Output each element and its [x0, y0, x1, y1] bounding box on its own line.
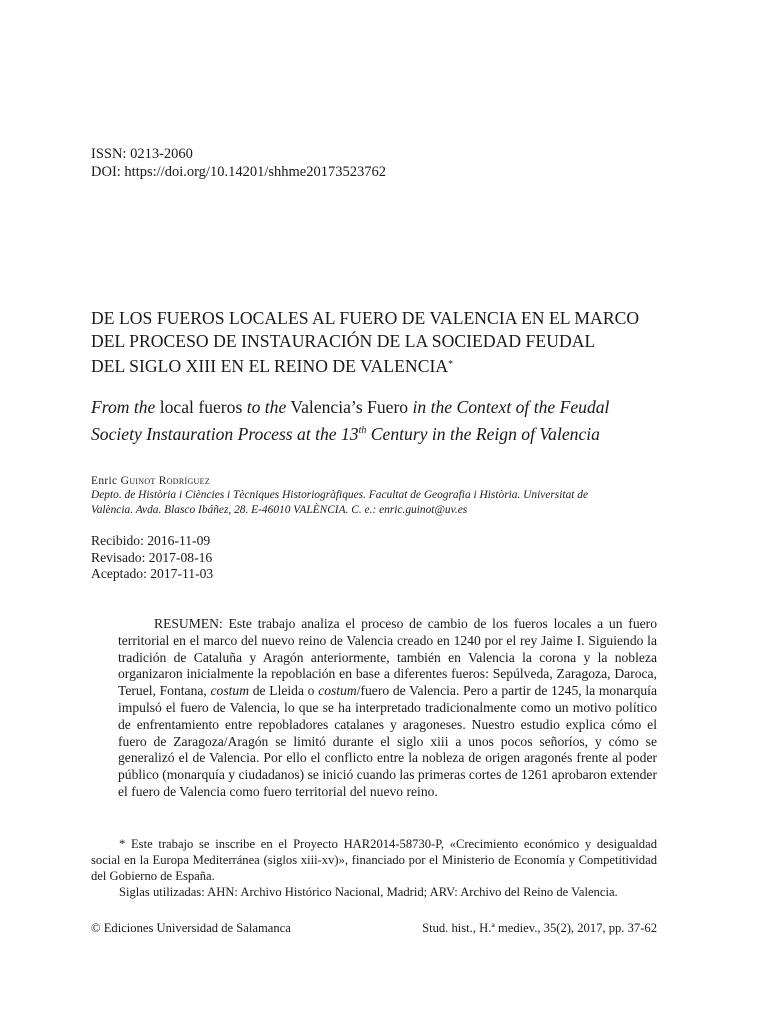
- english-title: [91, 396, 657, 446]
- footnote: [91, 836, 657, 900]
- article-identifiers: [91, 145, 657, 181]
- en-title-part: Society Instauration Process at the 13: [91, 423, 359, 444]
- en-title-part: Valencia’s Fuero: [286, 397, 413, 417]
- footnote-project: * Este trabajo se inscribe en el Proyecto HAR2014-58730-P, «Crecimiento económico y desigualdad social en la Europa Mediterránea (siglos xiii-xv)», financiado por el Ministerio de Economía y Competitividad del Gobierno de España.: [91, 837, 657, 883]
- date-revised: Revisado: 2017-08-16: [91, 549, 213, 565]
- en-title-part: Century in the Reign of Valencia: [366, 423, 600, 444]
- author-last-name: Guinot Rodríguez: [120, 475, 211, 487]
- abstract-paragraph: [118, 616, 657, 801]
- author-first-name: Enric: [91, 475, 118, 487]
- en-title-part: in the Context of the Feudal: [412, 397, 610, 417]
- affiliation-line-2: València. Avda. Blasco Ibáñez, 28. E-46010 VALÈNCIA. C. e.: enric.guinot@uv.es: [91, 504, 468, 516]
- footer-citation: Stud. hist., H.ª mediev., 35(2), 2017, pp. 37-62: [422, 921, 657, 935]
- abstract-italic-term: costum: [318, 683, 357, 699]
- en-title-part: From the: [91, 397, 156, 417]
- title-line-2: DEL PROCESO DE INSTAURACIÓN DE LA SOCIEDAD FEUDAL: [91, 331, 596, 351]
- affiliation-line-1: Depto. de Història i Ciències i Tècniques Historiogràfiques. Facultat de Geografia i Història. Universitat de: [91, 489, 589, 501]
- article-dates: [91, 533, 657, 583]
- title-footnote-mark[interactable]: *: [448, 359, 454, 370]
- en-title-part: local fueros: [155, 397, 247, 417]
- abstract: [118, 616, 657, 801]
- footer-publisher: © Ediciones Universidad de Salamanca: [91, 921, 291, 935]
- author-affiliation: [91, 488, 657, 518]
- en-title-superscript: th: [358, 425, 367, 436]
- title-line-3: DEL SIGLO XIII EN EL REINO DE VALENCIA: [91, 356, 449, 376]
- title-line-1: DE LOS FUEROS LOCALES AL FUERO DE VALENCIA EN EL MARCO: [91, 308, 640, 328]
- article-title: [91, 307, 657, 378]
- abstract-text: RESUMEN: Este trabajo analiza el proceso de cambio de los fueros locales a un fuero territorial en el marco del nuevo reino de Valencia creado en 1240 por el rey Jaime I. Siguiendo la tradición de Cataluña y Aragón anteriormente, también en Valencia la corona y la nobleza organizaron inicialmente la repoblación en base a diferentes fueros: Sepúlveda, Zaragoza, Daroca, Teruel, Fontana,: [118, 616, 657, 699]
- page-footer: [91, 920, 657, 936]
- en-title-part: to the: [246, 397, 287, 417]
- footnote-abbreviations: Siglas utilizadas: AHN: Archivo Histórico Nacional, Madrid; ARV: Archivo del Reino de Valencia.: [119, 885, 618, 899]
- doi-link[interactable]: DOI: https://doi.org/10.14201/shhme20173523762: [91, 164, 386, 180]
- abstract-italic-term: costum: [210, 683, 250, 699]
- date-received: Recibido: 2016-11-09: [91, 533, 211, 548]
- issn: ISSN: 0213-2060: [91, 146, 193, 162]
- date-accepted: Aceptado: 2017-11-03: [91, 566, 214, 581]
- abstract-text: de Lleida o: [249, 683, 319, 699]
- abstract-text: /fuero de Valencia. Pero a partir de 1245, la monarquía impulsó el fuero de Valencia, lo que se ha interpretado tradicionalmente como un motivo político de enfrentamiento entre repobladores catalanes y aragoneses. Nuestro estudio explica cómo el fuero de Zaragoza/Aragón se limitó durante el siglo xiii a unos pocos señoríos, y cómo se generalizó el de Valencia. Por ello el conflicto entre la nobleza de origen aragonés frente al poder público (monarquía y ciudadanos) se inició cuando las primeras cortes de 1261 aprobaron extender el fuero de Valencia como fuero territorial del nuevo reino.: [118, 683, 657, 799]
- author-name: [91, 474, 657, 488]
